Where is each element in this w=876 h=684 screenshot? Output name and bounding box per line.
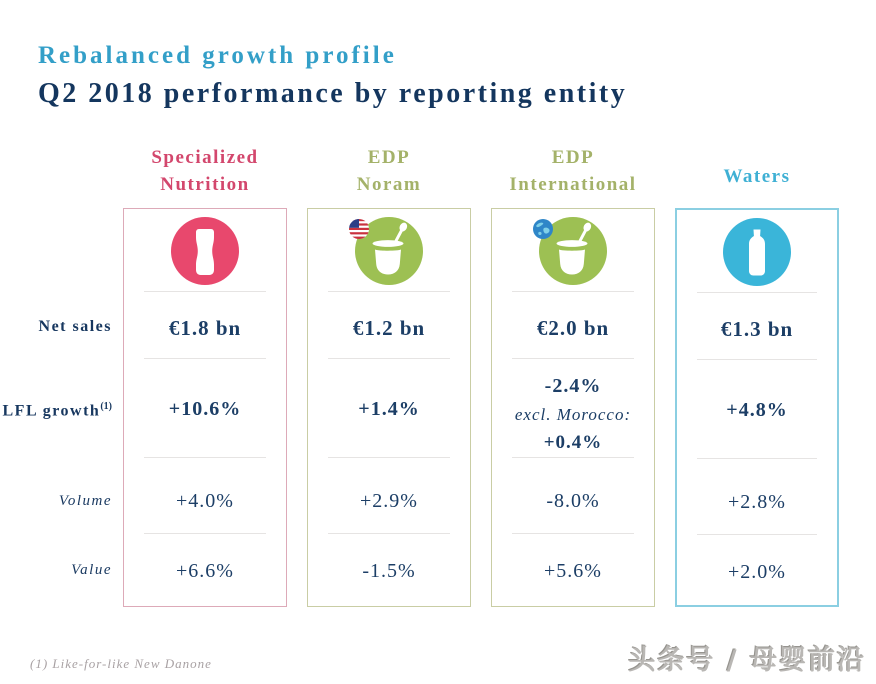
entity-card-edp-international (491, 208, 655, 607)
net-sales-value: €2.0 bn (536, 316, 610, 340)
divider (144, 291, 266, 292)
divider (512, 358, 634, 359)
divider (144, 457, 266, 458)
globe-icon (533, 219, 553, 239)
net-sales-value: €1.3 bn (720, 317, 794, 341)
row-label-volume: Volume (58, 493, 112, 509)
lfl-growth-cell (492, 372, 654, 456)
footnote: (1) Like-for-like New Danone (30, 656, 212, 671)
lfl-growth-note: excl. Morocco: (514, 405, 632, 424)
column-header-specialized-nutrition: Specialized Nutrition (151, 147, 259, 195)
entity-card-waters (675, 208, 839, 607)
divider (328, 358, 450, 359)
value-value: +5.6% (544, 560, 602, 582)
water-bottle-icon (723, 218, 791, 286)
page-title: Q2 2018 performance by reporting entity (38, 78, 628, 109)
entity-card-edp-noram (307, 208, 471, 607)
lfl-growth-note-value: +0.4% (543, 432, 603, 453)
baby-bottle-icon (171, 217, 239, 285)
divider (328, 457, 450, 458)
slide-subtitle: Rebalanced growth profile (38, 42, 397, 69)
volume-value: -8.0% (546, 490, 600, 512)
divider (328, 533, 450, 534)
divider (697, 458, 817, 459)
entity-card-specialized-nutrition (123, 208, 287, 607)
net-sales-value: €1.2 bn (352, 316, 426, 340)
column-header-waters: Waters (723, 166, 791, 187)
value-value: +2.0% (728, 561, 786, 583)
lfl-growth-value: +1.4% (358, 398, 420, 420)
row-label-lfl-growth: LFL growth$^{(1)}$ (2, 401, 112, 420)
divider (697, 359, 817, 360)
divider (144, 533, 266, 534)
divider (512, 291, 634, 292)
divider (697, 292, 817, 293)
row-label-value: Value (71, 562, 112, 578)
watermark: 头条号 / 母婴前沿 (628, 645, 866, 676)
divider (144, 358, 266, 359)
volume-value: +2.9% (360, 490, 418, 512)
value-value: -1.5% (362, 560, 416, 582)
lfl-growth-value: +10.6% (168, 398, 242, 420)
yogurt-cup-icon (355, 217, 423, 285)
lfl-growth-value: -2.4% (544, 375, 602, 397)
column-header-edp-noram: EDP Noram (356, 147, 422, 195)
volume-value: +4.0% (176, 490, 234, 512)
column-header-edp-international: EDP International (509, 147, 637, 195)
divider (512, 533, 634, 534)
lfl-growth-value: +4.8% (726, 399, 788, 421)
us-flag-icon (349, 219, 369, 239)
divider (512, 457, 634, 458)
volume-value: +2.8% (728, 491, 786, 513)
net-sales-value: €1.8 bn (168, 316, 242, 340)
value-value: +6.6% (176, 560, 234, 582)
row-label-net-sales: Net sales (38, 318, 112, 335)
divider (697, 534, 817, 535)
yogurt-cup-icon (539, 217, 607, 285)
divider (328, 291, 450, 292)
